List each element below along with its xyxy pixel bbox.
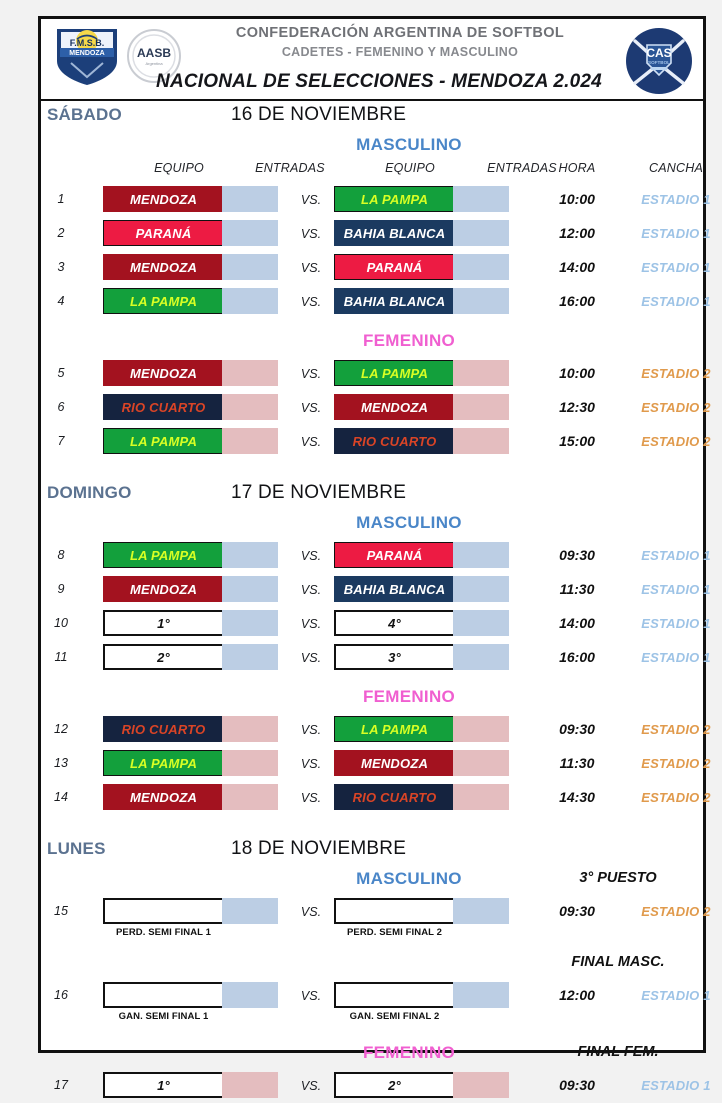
match-number: 13 — [54, 756, 68, 770]
table-row[interactable] — [41, 539, 711, 573]
day-date: 16 DE NOVIEMBRE — [231, 104, 407, 125]
col-entradas-2: ENTRADAS — [487, 161, 557, 175]
match-slot-away — [334, 750, 509, 776]
vs-label: VS. — [300, 435, 322, 449]
schedule-body — [41, 101, 711, 1103]
match-time: 12:00 — [559, 987, 595, 1003]
match-venue: ESTADIO 1 — [641, 582, 711, 597]
table-row[interactable] — [41, 217, 711, 251]
svg-text:F.M.S.B.: F.M.S.B. — [69, 38, 105, 48]
entradas-cell-away[interactable] — [453, 1072, 509, 1098]
match-venue: ESTADIO 1 — [641, 260, 711, 275]
match-time: 11:30 — [559, 755, 595, 771]
team-box-away: 4° — [334, 610, 455, 636]
svg-text:Argentina: Argentina — [145, 61, 163, 66]
day-name: DOMINGO — [47, 483, 132, 502]
match-slot-away — [334, 716, 509, 742]
category-label: MASCULINO — [356, 513, 462, 532]
match-venue: ESTADIO 1 — [641, 548, 711, 563]
entradas-cell-home[interactable] — [222, 784, 278, 810]
match-slot-home — [103, 576, 278, 602]
team-box-away: MENDOZA — [334, 750, 455, 776]
day-date: 18 DE NOVIEMBRE — [231, 838, 407, 859]
match-slot-away — [334, 288, 509, 314]
vs-label: VS. — [300, 261, 322, 275]
match-slot-away — [334, 576, 509, 602]
entradas-cell-home[interactable] — [222, 898, 278, 924]
page-header — [41, 19, 703, 101]
match-time: 14:00 — [559, 259, 595, 275]
entradas-cell-away[interactable] — [453, 716, 509, 742]
section-spacer — [41, 459, 703, 479]
team-box-home: MENDOZA — [103, 254, 224, 280]
match-venue: ESTADIO 1 — [641, 226, 711, 241]
match-number: 15 — [54, 904, 68, 918]
category-header-masculino-domingo — [41, 513, 703, 539]
match-time: 16:00 — [559, 293, 595, 309]
match-time: 11:30 — [559, 581, 595, 597]
table-row[interactable] — [41, 357, 711, 391]
category-header-femenino-sabado — [41, 331, 703, 357]
entradas-cell-away[interactable] — [453, 288, 509, 314]
svg-text:MENDOZA: MENDOZA — [69, 50, 105, 57]
entradas-cell-away[interactable] — [453, 220, 509, 246]
match-slot-away — [334, 644, 509, 670]
entradas-cell-home[interactable] — [222, 288, 278, 314]
vs-label: VS. — [300, 227, 322, 241]
match-slot-home — [103, 220, 278, 246]
match-slot-home — [103, 186, 278, 212]
team-box-away: LA PAMPA — [334, 360, 455, 386]
match-number: 14 — [54, 790, 68, 804]
entradas-cell-away[interactable] — [453, 394, 509, 420]
match-time: 09:30 — [559, 1077, 595, 1093]
tercer-puesto-label: 3° PUESTO — [579, 870, 657, 886]
match-slot-away — [334, 220, 509, 246]
team-box-home: PARANÁ — [103, 220, 224, 246]
category-header-femenino-domingo — [41, 687, 703, 713]
match-venue: ESTADIO 2 — [641, 722, 711, 737]
entradas-cell-away[interactable] — [453, 186, 509, 212]
category-label: FEMENINO — [362, 331, 456, 350]
day-header-domingo — [41, 479, 703, 513]
entradas-cell-away[interactable] — [453, 254, 509, 280]
vs-label: VS. — [300, 1079, 322, 1093]
day-header-sabado — [41, 101, 703, 135]
category-label: MASCULINO — [356, 135, 462, 154]
team-box-home: LA PAMPA — [103, 428, 224, 454]
team-box-home: LA PAMPA — [103, 542, 224, 568]
team-box-home: 2° — [103, 644, 224, 670]
match-slot-home — [103, 288, 278, 314]
table-row[interactable] — [41, 285, 711, 319]
match-number: 17 — [54, 1078, 68, 1092]
match-number: 8 — [57, 548, 65, 562]
match-slot-home — [103, 394, 278, 420]
entradas-cell-home[interactable] — [222, 394, 278, 420]
entradas-cell-away[interactable] — [453, 360, 509, 386]
vs-label: VS. — [300, 295, 322, 309]
match-venue: ESTADIO 1 — [641, 988, 711, 1003]
vs-label: VS. — [300, 617, 322, 631]
section-spacer — [41, 319, 703, 331]
match-venue: ESTADIO 1 — [641, 650, 711, 665]
svg-text:CAS: CAS — [646, 46, 672, 60]
match-number: 1 — [57, 192, 65, 206]
team-box-away: RIO CUARTO — [334, 784, 455, 810]
match-slot-home — [103, 750, 278, 776]
vs-label: VS. — [300, 367, 322, 381]
match-slot-home — [103, 360, 278, 386]
match-time: 09:30 — [559, 903, 595, 919]
match-slot-home — [103, 898, 278, 938]
table-row[interactable] — [41, 251, 711, 285]
category-label: MASCULINO — [356, 869, 462, 888]
match-slot-away — [334, 610, 509, 636]
match-slot-away — [334, 982, 509, 1022]
match-slot-home — [103, 1072, 278, 1098]
match-slot-away — [334, 784, 509, 810]
header-org-text — [189, 24, 611, 60]
table-row[interactable] — [41, 979, 711, 1031]
team-box-away — [334, 982, 455, 1008]
entradas-cell-away[interactable] — [453, 576, 509, 602]
match-venue: ESTADIO 2 — [641, 434, 711, 449]
match-slot-away — [334, 428, 509, 454]
match-time: 10:00 — [559, 365, 595, 381]
col-hora: HORA — [558, 161, 596, 175]
match-number: 3 — [57, 260, 65, 274]
match-venue: ESTADIO 2 — [641, 790, 711, 805]
team-box-away: LA PAMPA — [334, 716, 455, 742]
team-box-away: MENDOZA — [334, 394, 455, 420]
entradas-cell-away[interactable] — [453, 644, 509, 670]
match-time: 15:00 — [559, 433, 595, 449]
vs-label: VS. — [300, 549, 322, 563]
vs-label: VS. — [300, 791, 322, 805]
team-box-away: BAHIA BLANCA — [334, 576, 455, 602]
match-number: 12 — [54, 722, 68, 736]
team-box-home: MENDOZA — [103, 186, 224, 212]
team-box-away: BAHIA BLANCA — [334, 220, 455, 246]
entradas-cell-away[interactable] — [453, 898, 509, 924]
match-time: 14:30 — [559, 789, 595, 805]
slot-caption-home: GAN. SEMI FINAL 1 — [118, 1011, 209, 1022]
vs-label: VS. — [300, 757, 322, 771]
entradas-cell-home[interactable] — [222, 644, 278, 670]
entradas-cell-away[interactable] — [453, 428, 509, 454]
column-headers-sabado-masc — [41, 161, 703, 183]
section-spacer — [41, 675, 703, 687]
team-box-away: 3° — [334, 644, 455, 670]
cas-softbol-logo-icon — [621, 25, 697, 97]
vs-label: VS. — [300, 723, 322, 737]
match-slot-away — [334, 360, 509, 386]
match-number: 5 — [57, 366, 65, 380]
final-fem-label: FINAL FEM. — [577, 1044, 659, 1060]
table-row[interactable] — [41, 573, 711, 607]
entradas-cell-away[interactable] — [453, 542, 509, 568]
match-time: 16:00 — [559, 649, 595, 665]
day-name: LUNES — [47, 839, 106, 858]
match-venue: ESTADIO 2 — [641, 904, 711, 919]
match-venue: ESTADIO 2 — [641, 400, 711, 415]
table-row[interactable] — [41, 641, 711, 675]
vs-label: VS. — [300, 401, 322, 415]
entradas-cell-home[interactable] — [222, 1072, 278, 1098]
team-box-away: PARANÁ — [334, 254, 455, 280]
team-box-home: LA PAMPA — [103, 750, 224, 776]
match-time: 09:30 — [559, 547, 595, 563]
entradas-cell-home[interactable] — [222, 428, 278, 454]
team-box-home: RIO CUARTO — [103, 716, 224, 742]
match-venue: ESTADIO 1 — [641, 616, 711, 631]
category-header-femenino-lunes — [41, 1043, 703, 1069]
match-slot-home — [103, 254, 278, 280]
entradas-cell-home[interactable] — [222, 750, 278, 776]
fmsb-mendoza-logo-icon — [51, 25, 123, 87]
match-number: 2 — [57, 226, 65, 240]
entradas-cell-away[interactable] — [453, 982, 509, 1008]
match-slot-home — [103, 716, 278, 742]
team-box-away: 2° — [334, 1072, 455, 1098]
entradas-cell-home[interactable] — [222, 982, 278, 1008]
match-slot-away — [334, 186, 509, 212]
match-number: 11 — [54, 650, 68, 664]
match-slot-home — [103, 542, 278, 568]
vs-label: VS. — [300, 651, 322, 665]
entradas-cell-home[interactable] — [222, 220, 278, 246]
team-box-home — [103, 982, 224, 1008]
category-header-masculino-lunes — [41, 869, 703, 895]
section-spacer — [41, 815, 703, 835]
match-venue: ESTADIO 1 — [641, 1078, 711, 1093]
slot-caption-home: PERD. SEMI FINAL 1 — [115, 927, 212, 938]
col-cancha: CANCHA — [649, 161, 703, 175]
table-row[interactable] — [41, 747, 711, 781]
section-spacer — [41, 1031, 703, 1043]
match-number: 16 — [54, 988, 68, 1002]
final-masc-header — [41, 953, 703, 979]
match-slot-away — [334, 394, 509, 420]
match-number: 10 — [54, 616, 68, 630]
svg-text:AASB: AASB — [136, 46, 172, 60]
team-box-home: MENDOZA — [103, 576, 224, 602]
match-slot-away — [334, 898, 509, 938]
entradas-cell-home[interactable] — [222, 610, 278, 636]
category-label: FEMENINO — [362, 1043, 456, 1062]
team-box-home: RIO CUARTO — [103, 394, 224, 420]
table-row[interactable] — [41, 1069, 711, 1103]
match-slot-away — [334, 254, 509, 280]
team-box-home: LA PAMPA — [103, 288, 224, 314]
match-slot-home — [103, 610, 278, 636]
svg-text:SOFTBOL: SOFTBOL — [648, 60, 670, 65]
day-name: SÁBADO — [47, 105, 122, 124]
entradas-cell-away[interactable] — [453, 610, 509, 636]
category-label: FEMENINO — [362, 687, 456, 706]
category-header-masculino-sabado — [41, 135, 703, 161]
table-row[interactable] — [41, 391, 711, 425]
table-row[interactable] — [41, 781, 711, 815]
final-masc-label: FINAL MASC. — [571, 954, 665, 970]
day-header-lunes — [41, 835, 703, 869]
col-equipo-1: EQUIPO — [154, 161, 204, 175]
team-box-away — [334, 898, 455, 924]
entradas-cell-home[interactable] — [222, 254, 278, 280]
day-date: 17 DE NOVIEMBRE — [231, 482, 407, 503]
team-box-away: RIO CUARTO — [334, 428, 455, 454]
match-venue: ESTADIO 1 — [641, 192, 711, 207]
match-venue: ESTADIO 2 — [641, 366, 711, 381]
match-slot-home — [103, 644, 278, 670]
match-time: 09:30 — [559, 721, 595, 737]
match-slot-away — [334, 1072, 509, 1098]
table-row[interactable] — [41, 183, 711, 217]
team-box-home: MENDOZA — [103, 784, 224, 810]
match-time: 14:00 — [559, 615, 595, 631]
vs-label: VS. — [300, 193, 322, 207]
entradas-cell-away[interactable] — [453, 784, 509, 810]
entradas-cell-away[interactable] — [453, 750, 509, 776]
event-title: NACIONAL DE SELECCIONES - MENDOZA 2.024 — [156, 71, 602, 92]
team-box-away: BAHIA BLANCA — [334, 288, 455, 314]
match-slot-home — [103, 982, 278, 1022]
match-venue: ESTADIO 1 — [641, 294, 711, 309]
match-slot-home — [103, 784, 278, 810]
org-line-2: CADETES - FEMENINO Y MASCULINO — [281, 44, 519, 59]
schedule-page — [38, 16, 711, 1093]
match-number: 4 — [57, 294, 65, 308]
entradas-cell-home[interactable] — [222, 716, 278, 742]
match-number: 9 — [57, 582, 65, 596]
vs-label: VS. — [300, 905, 322, 919]
table-row[interactable] — [41, 607, 711, 641]
entradas-cell-home[interactable] — [222, 186, 278, 212]
table-row[interactable] — [41, 895, 711, 947]
team-box-home: 1° — [103, 610, 224, 636]
vs-label: VS. — [300, 989, 322, 1003]
match-number: 6 — [57, 400, 65, 414]
match-time: 12:00 — [559, 225, 595, 241]
team-box-away: PARANÁ — [334, 542, 455, 568]
col-entradas-1: ENTRADAS — [255, 161, 325, 175]
slot-caption-away: GAN. SEMI FINAL 2 — [349, 1011, 440, 1022]
table-row[interactable] — [41, 425, 711, 459]
match-venue: ESTADIO 2 — [641, 756, 711, 771]
team-box-home: MENDOZA — [103, 360, 224, 386]
match-slot-home — [103, 428, 278, 454]
entradas-cell-home[interactable] — [222, 542, 278, 568]
match-time: 10:00 — [559, 191, 595, 207]
vs-label: VS. — [300, 583, 322, 597]
slot-caption-away: PERD. SEMI FINAL 2 — [346, 927, 443, 938]
table-row[interactable] — [41, 713, 711, 747]
team-box-home: 1° — [103, 1072, 224, 1098]
team-box-away: LA PAMPA — [334, 186, 455, 212]
match-time: 12:30 — [559, 399, 595, 415]
entradas-cell-home[interactable] — [222, 576, 278, 602]
match-slot-away — [334, 542, 509, 568]
col-equipo-2: EQUIPO — [385, 161, 435, 175]
org-line-1: CONFEDERACIÓN ARGENTINA DE SOFTBOL — [235, 25, 565, 41]
team-box-home — [103, 898, 224, 924]
entradas-cell-home[interactable] — [222, 360, 278, 386]
match-number: 7 — [57, 434, 65, 448]
